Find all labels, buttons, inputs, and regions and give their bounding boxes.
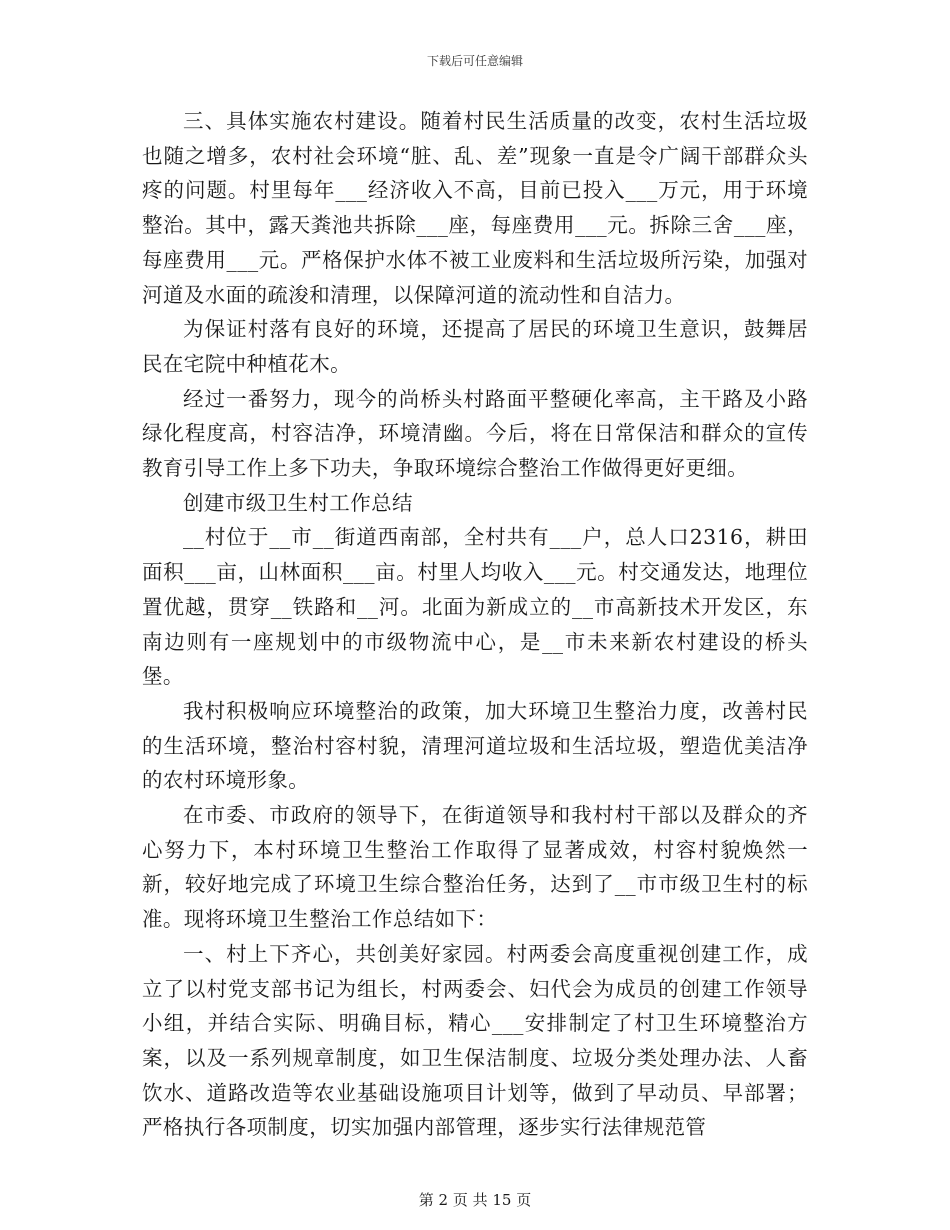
paragraph-section-one: 一、村上下齐心，共创美好家园。村两委会高度重视创建工作，成立了以村党支部书记为组长，村两委会、妇代会为成员的创建工作领导小组，并结合实际、明确目标，精心___安排制定了村卫生环境整治方案，以及一系列规章制度，如卫生保洁制度、垃圾分类处理办法、人畜饮水、道路改造等农业基础设施项目计划等，做到了早动员、早部署；严格执行各项制度，切实加强内部管理，逐步实行法律规范管 bbox=[142, 941, 808, 1140]
paragraph-environment-awareness: 为保证村落有良好的环境，还提高了居民的环境卫生意识，鼓舞居民在宅院中种植花木。 bbox=[142, 317, 808, 376]
page-number: 第 2 页 共 15 页 bbox=[418, 1191, 532, 1209]
page-header: 下载后可任意编辑 bbox=[426, 54, 523, 68]
paragraph-efforts-result: 经过一番努力，现今的尚桥头村路面平整硬化率高，主干路及小路绿化程度高，村容洁净，环境清幽。今后，将在日常保洁和群众的宣传教育引导工作上多下功夫，争取环境综合整治工作做得更好更细。 bbox=[142, 386, 808, 481]
paragraph-village-overview: __村位于__市__街道西南部，全村共有___户，总人口2316，耕田面积___亩，山林面积___亩。村里人均收入___元。村交通发达，地理位置优越，贯穿__铁路和__河。北面为新成立的__市高新技术开发区，东南边则有一座规划中的市级物流中心，是__市未来新农村建设的桥头堡。 bbox=[142, 525, 808, 689]
paragraph-policy-response: 我村积极响应环境整治的政策，加大环境卫生整治力度，改善村民的生活环境，整治村容村貌，清理河道垃圾和生活垃圾，塑造优美洁净的农村环境形象。 bbox=[142, 698, 808, 793]
document-body bbox=[142, 104, 808, 1145]
paragraph-rural-construction: 三、具体实施农村建设。随着村民生活质量的改变，农村生活垃圾也随之增多，农村社会环境“脏、乱、差”现象一直是令广阔干部群众头疼的问题。村里每年___经济收入不高，目前已投入___万元，用于环境整治。其中，露天粪池共拆除___座，每座费用___元。拆除三舍___座，每座费用___元。严格保护水体不被工业废料和生活垃圾所污染，加强对河道及水面的疏浚和清理，以保障河道的流动性和自洁力。 bbox=[142, 109, 808, 307]
paragraph-achievements: 在市委、市政府的领导下，在街道领导和我村村干部以及群众的齐心努力下，本村环境卫生整治工作取得了显著成效，村容村貌焕然一新，较好地完成了环境卫生综合整治任务，达到了__市市级卫生村的标准。现将环境卫生整治工作总结如下： bbox=[142, 803, 808, 932]
section-title: 创建市级卫生村工作总结 bbox=[183, 490, 413, 515]
